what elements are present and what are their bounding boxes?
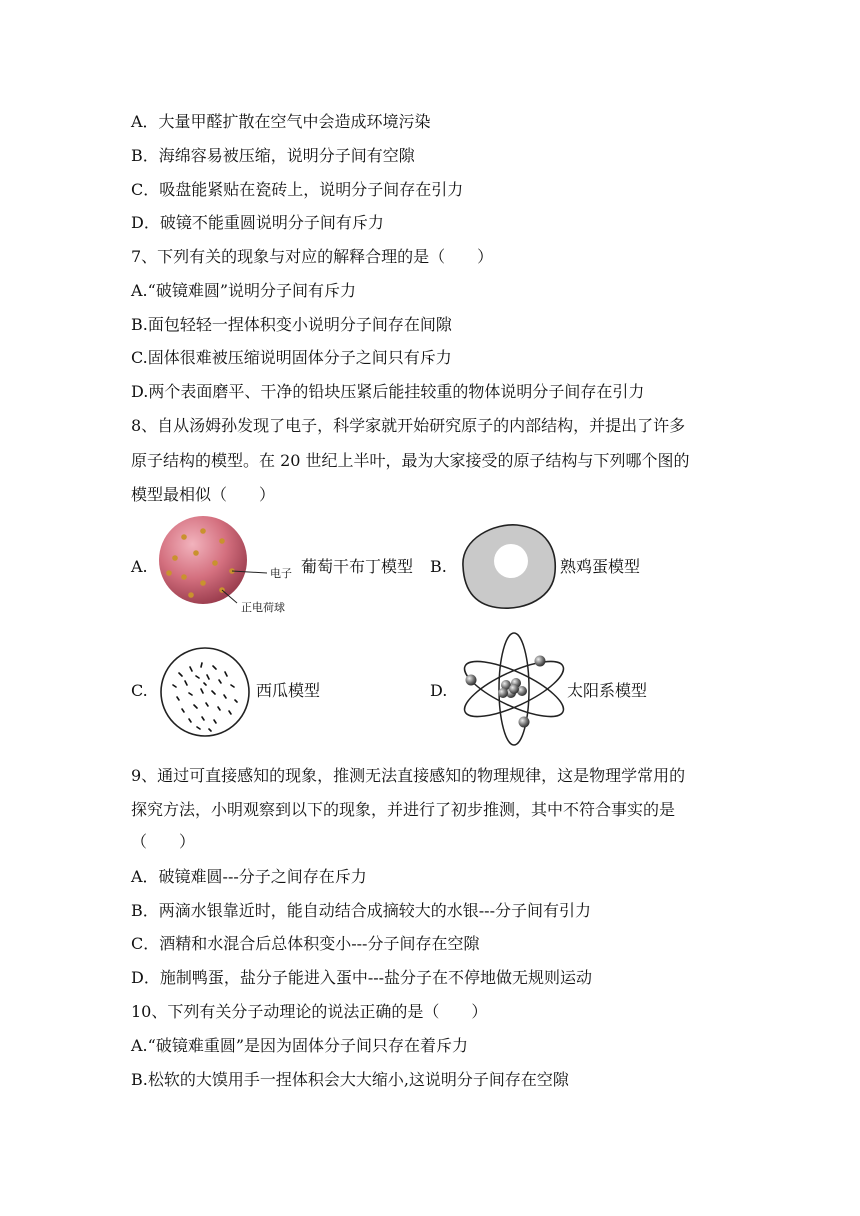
question-8-stem: 模型最相似（ ） [131,485,276,504]
positive-sphere-label: 正电荷球 [241,601,285,614]
boiled-egg-figure [455,520,560,612]
option-line: B．两滴水银靠近时，能自动结合成摘较大的水银---分子间有引力 [131,901,591,920]
orbiting-electron [535,656,546,667]
question-9-stem: （ ） [131,832,196,851]
option-line: D.两个表面磨平、干净的铅块压紧后能挂较重的物体说明分子间存在引力 [131,382,645,401]
option-d-title: 太阳系模型 [567,681,648,700]
nucleus [498,678,527,698]
egg-yolk [494,544,528,578]
orbiting-electron [519,717,530,728]
question-7-stem: 7、下列有关的现象与对应的解释合理的是（ ） [131,247,494,266]
option-line: A．破镜难圆---分子之间存在斥力 [131,867,367,886]
question-9-stem: 探究方法，小明观察到以下的现象，并进行了初步推测，其中不符合事实的是 [131,800,676,819]
electron-label: 电子 [270,567,292,580]
solar-system-figure [458,630,570,748]
option-line: A.“破镜难重圆”是因为固体分子间只存在着斥力 [131,1036,469,1055]
option-b-title: 熟鸡蛋模型 [560,557,641,576]
option-line: D．破镜不能重圆说明分子间有斥力 [131,213,384,232]
option-line: B.松软的大馍用手一捏体积会大大缩小,这说明分子间存在空隙 [131,1070,569,1089]
question-10-stem: 10、下列有关分子动理论的说法正确的是（ ） [131,1002,488,1021]
option-c-title: 西瓜模型 [256,681,321,700]
option-c-letter: C. [131,681,148,700]
option-a-letter: A. [131,557,148,576]
option-line: D．施制鸭蛋，盐分子能进入蛋中---盐分子在不停地做无规则运动 [131,968,593,987]
option-line: C．酒精和水混合后总体积变小---分子间存在空隙 [131,934,480,953]
option-line: A．大量甲醛扩散在空气中会造成环境污染 [131,112,431,131]
option-line: C．吸盘能紧贴在瓷砖上，说明分子间存在引力 [131,180,464,199]
option-d-letter: D. [430,681,448,700]
question-8-stem: 8、自从汤姆孙发现了电子，科学家就开始研究原子的内部结构，并提出了许多 [131,416,686,435]
question-8-stem: 原子结构的模型。在 20 世纪上半叶，最为大家接受的原子结构与下列哪个图的 [131,451,690,470]
option-b-letter: B. [430,557,447,576]
option-line: C.固体很难被压缩说明固体分子之间只有斥力 [131,348,452,367]
watermelon-figure [157,645,253,739]
option-line: B.面包轻轻一捏体积变小说明分子间存在间隙 [131,315,452,334]
question-9-stem: 9、通过可直接感知的现象，推测无法直接感知的物理规律，这是物理学常用的 [131,766,686,785]
option-a-title: 葡萄干布丁模型 [301,557,414,576]
option-line: A.“破镜难圆”说明分子间有斥力 [131,281,357,300]
option-line: B．海绵容易被压缩，说明分子间有空隙 [131,146,415,165]
orbiting-electron [466,675,477,686]
